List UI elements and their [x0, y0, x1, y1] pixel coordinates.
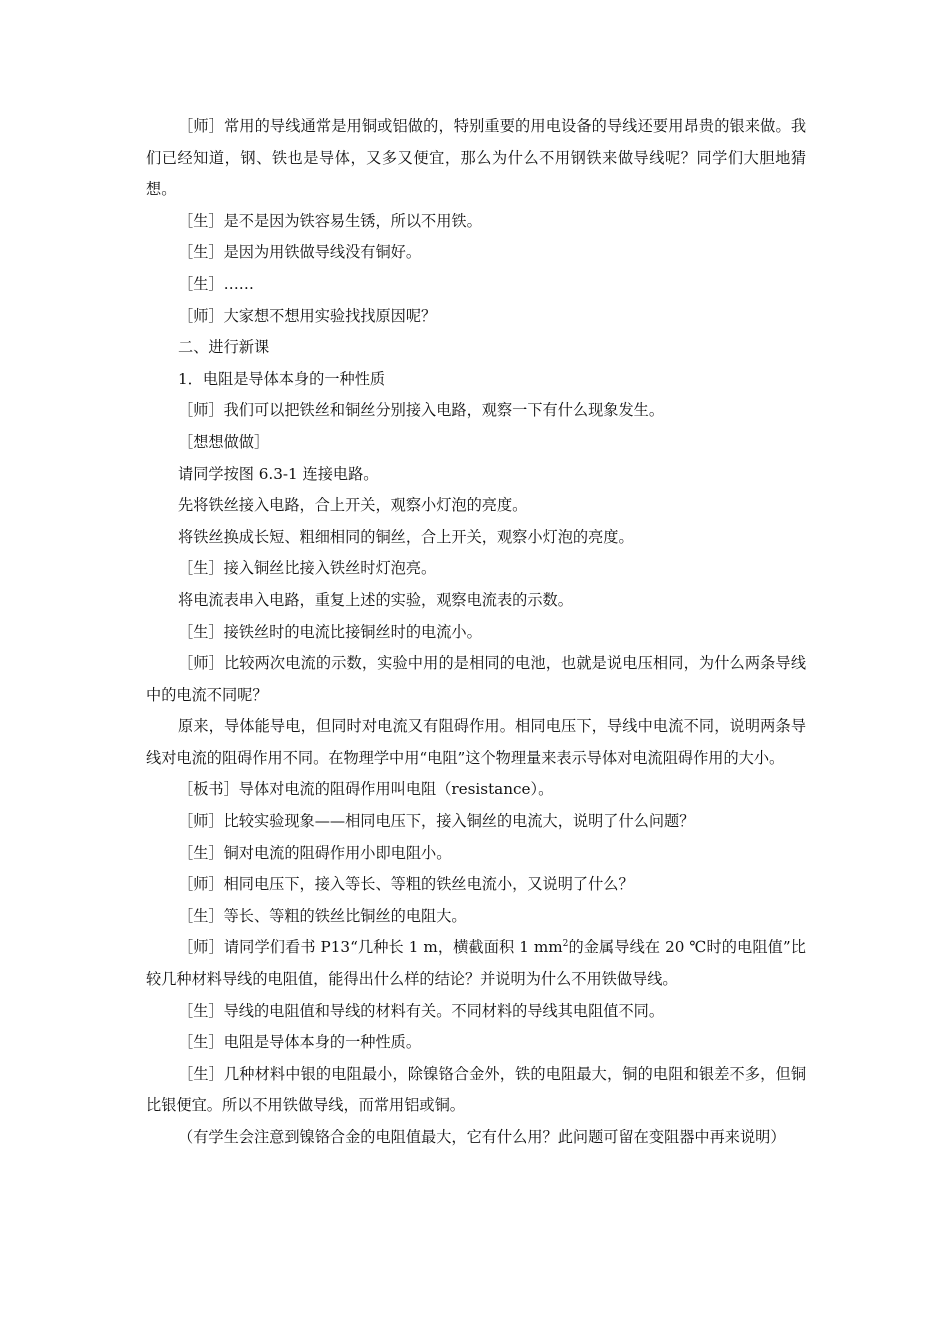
paragraph: ［生］导线的电阻值和导线的材料有关。不同材料的导线其电阻值不同。: [178, 1001, 664, 1020]
section-heading: 二、进行新课: [178, 338, 270, 357]
paragraph: ［生］几种材料中银的电阻最小，除镍铬合金外，铁的电阻最大，铜的电阻和银差不多，但铜比银便宜。所以不用铁做导线，而常用铝或铜。: [146, 1064, 806, 1115]
paragraph: ［师］大家想不想用实验找找原因呢？: [178, 306, 437, 325]
paragraph: ［生］接入铜丝比接入铁丝时灯泡亮。: [178, 559, 437, 578]
paragraph: ［生］是因为用铁做导线没有铜好。: [178, 243, 421, 262]
paragraph: 将电流表串入电路，重复上述的实验，观察电流表的示数。: [178, 590, 573, 609]
superscript: 2: [562, 939, 569, 950]
paragraph: ［师］相同电压下，接入等长、等粗的铁丝电流小，又说明了什么？: [178, 875, 634, 894]
paragraph: 原来，导体能导电，但同时对电流又有阻碍作用。相同电压下，导线中电流不同，说明两条导线对电流的阻碍作用不同。在物理学中用“电阻”这个物理量来表示导体对电流阻碍作用的大小。: [146, 717, 806, 767]
paragraph: 先将铁丝接入电路，合上开关，观察小灯泡的亮度。: [178, 496, 528, 515]
text-after-superscript: 的金属导线在 20 ℃时的电阻值”比较几种材料导线的电阻值，能得出什么样的结论？并说明为什么不用铁做导线。: [146, 938, 806, 989]
paragraph: ［师］我们可以把铁丝和铜丝分别接入电路，观察一下有什么现象发生。: [178, 401, 664, 420]
paragraph-with-superscript: [146, 932, 806, 995]
paragraph: （有学生会注意到镍铬合金的电阻值最大，它有什么用？此问题可留在变阻器中再来说明）: [178, 1128, 786, 1146]
paragraph: ［生］接铁丝时的电流比接铜丝时的电流小。: [178, 622, 482, 641]
paragraph: ［生］……: [178, 274, 254, 293]
paragraph: ［板书］导体对电流的阻碍作用叫电阻（resistance）。: [178, 780, 554, 799]
document-body: [146, 111, 806, 1154]
paragraph: ［师］比较两次电流的示数，实验中用的是相同的电池，也就是说电压相同，为什么两条导线中的电流不同呢？: [146, 654, 806, 704]
activity-heading: ［想想做做］: [178, 432, 270, 451]
paragraph: ［师］比较实验现象——相同电压下，接入铜丝的电流大，说明了什么问题？: [178, 812, 695, 831]
text-before-superscript: ［师］请同学们看书 P13“几种长 1 m，横截面积 1 mm: [178, 938, 563, 957]
subsection-heading: 1．电阻是导体本身的一种性质: [178, 369, 386, 388]
paragraph: ［生］是不是因为铁容易生锈，所以不用铁。: [178, 211, 482, 230]
paragraph: ［生］铜对电流的阻碍作用小即电阻小。: [178, 843, 452, 862]
paragraph: ［生］电阻是导体本身的一种性质。: [178, 1033, 421, 1052]
paragraph: ［生］等长、等粗的铁丝比铜丝的电阻大。: [178, 906, 467, 925]
paragraph: 将铁丝换成长短、粗细相同的铜丝，合上开关，观察小灯泡的亮度。: [178, 527, 634, 546]
paragraph: 请同学按图 6.3-1 连接电路。: [178, 464, 379, 483]
paragraph: ［师］常用的导线通常是用铜或铝做的，特别重要的用电设备的导线还要用昂贵的银来做。我们已经知道，钢、铁也是导体，又多又便宜，那么为什么不用钢铁来做导线呢？同学们大胆地猜想。: [146, 117, 806, 199]
